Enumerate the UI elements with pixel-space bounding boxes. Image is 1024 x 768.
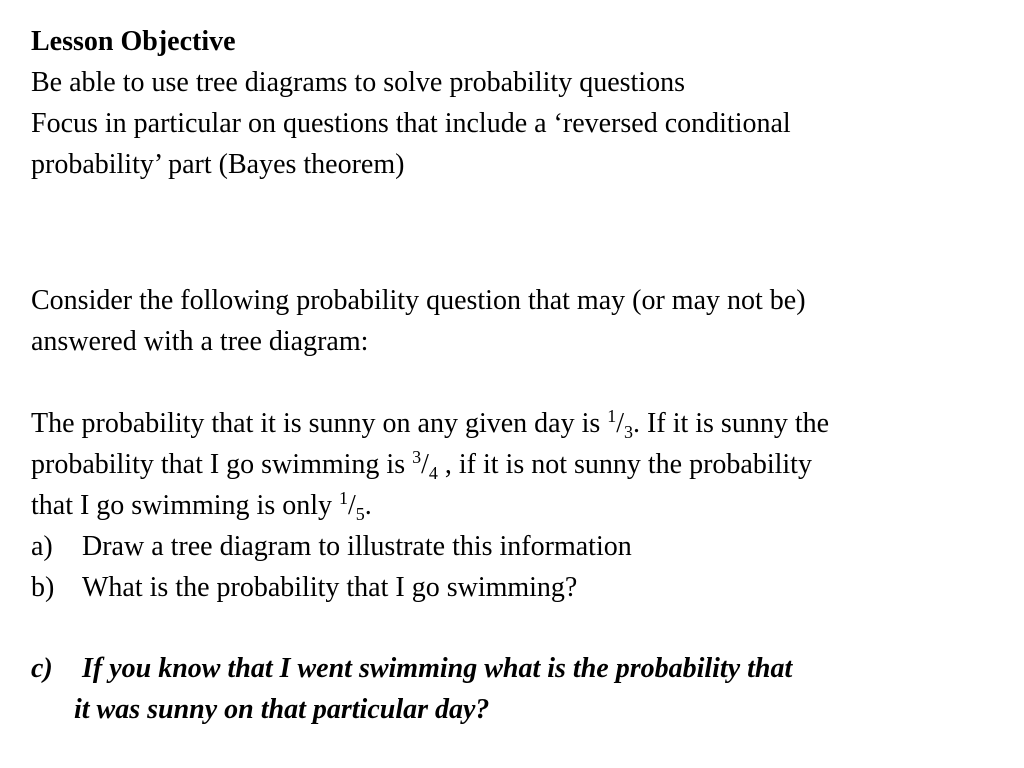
intro-line-2: answered with a tree diagram: bbox=[31, 326, 369, 357]
part-a-label: a) bbox=[31, 531, 53, 562]
fraction-numerator: 1 bbox=[607, 406, 617, 426]
fraction-denominator: 4 bbox=[428, 463, 438, 483]
objective-line-3: probability’ part (Bayes theorem) bbox=[31, 149, 405, 180]
part-c-text-continued: it was sunny on that particular day? bbox=[74, 694, 490, 725]
fraction-numerator: 1 bbox=[339, 488, 348, 508]
part-c bbox=[31, 648, 792, 689]
part-b-text: What is the probability that I go swimming? bbox=[82, 572, 578, 603]
question-line-3 bbox=[31, 485, 372, 526]
objective-line-1: Be able to use tree diagrams to solve probability questions bbox=[31, 67, 685, 98]
fraction-numerator: 3 bbox=[412, 447, 422, 467]
question-line-2 bbox=[31, 444, 812, 485]
part-a-text: Draw a tree diagram to illustrate this information bbox=[82, 531, 632, 562]
part-c-text: If you know that I went swimming what is the probability that bbox=[82, 653, 793, 684]
part-a bbox=[31, 526, 632, 567]
question-text: . bbox=[364, 490, 372, 521]
fraction-slash: / bbox=[616, 408, 625, 439]
part-c-label: c) bbox=[31, 653, 53, 684]
intro-line-1: Consider the following probability question that may (or may not be) bbox=[31, 285, 806, 316]
fraction-denominator: 5 bbox=[355, 504, 365, 524]
part-b-label: b) bbox=[31, 572, 55, 603]
question-line-1 bbox=[31, 403, 829, 444]
part-b bbox=[31, 567, 577, 608]
question-text: The probability that it is sunny on any given day is bbox=[31, 408, 608, 439]
question-text: , if it is not sunny the probability bbox=[437, 449, 812, 480]
fraction-slash: / bbox=[421, 449, 429, 480]
question-text: that I go swimming is only bbox=[31, 490, 339, 521]
fraction-slash: / bbox=[348, 490, 356, 521]
lesson-objective-heading: Lesson Objective bbox=[31, 26, 236, 57]
fraction-denominator: 3 bbox=[624, 422, 634, 442]
question-text: probability that I go swimming is bbox=[31, 449, 413, 480]
question-text: . If it is sunny the bbox=[633, 408, 830, 439]
objective-line-2: Focus in particular on questions that include a ‘reversed conditional bbox=[31, 108, 791, 139]
